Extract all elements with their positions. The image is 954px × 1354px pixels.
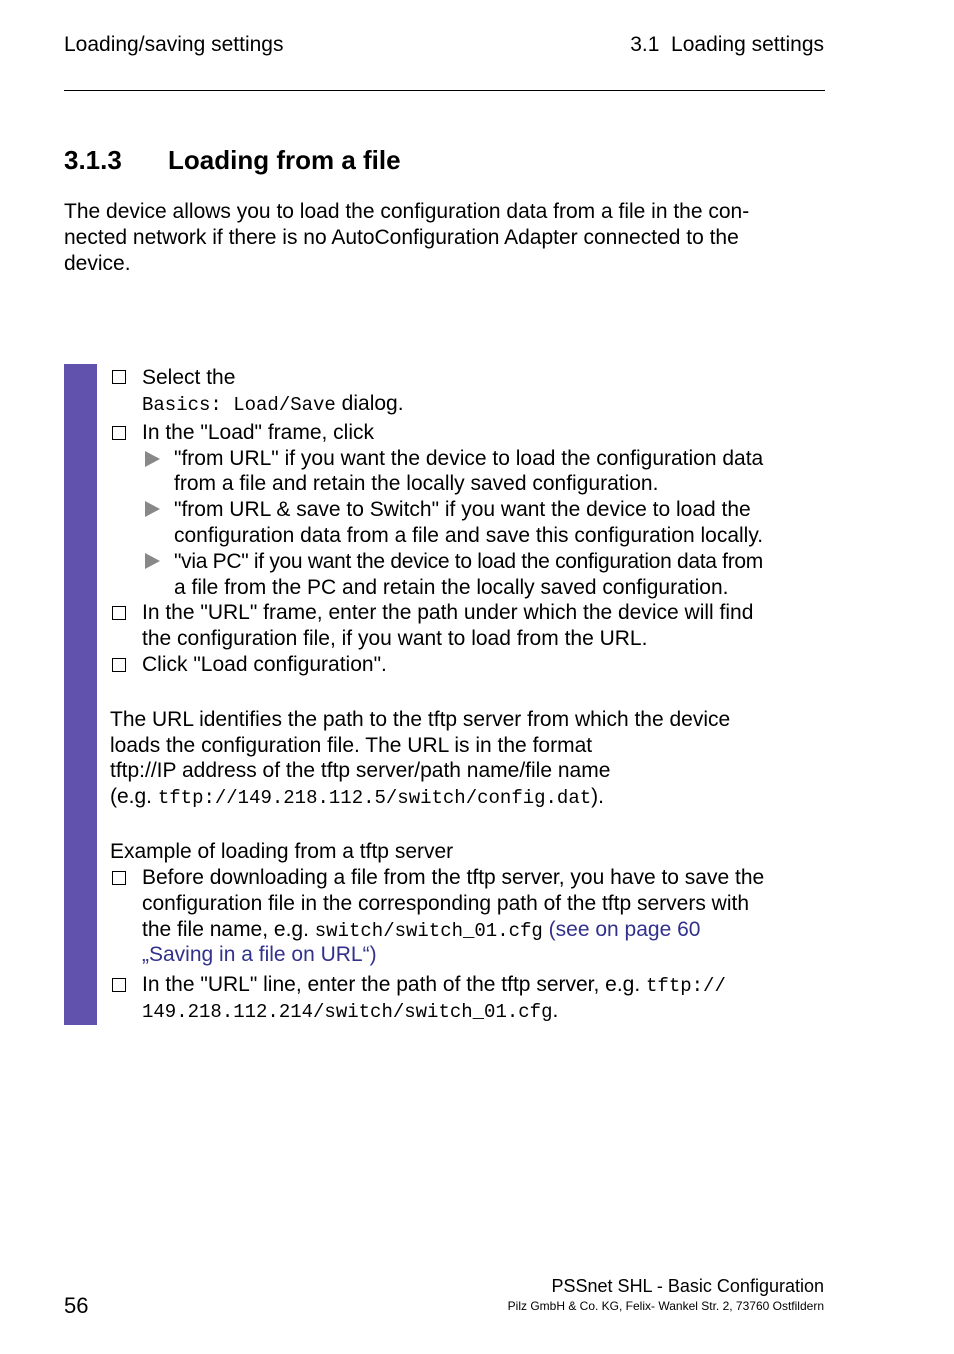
checkbox-icon bbox=[112, 658, 126, 672]
checkbox-icon bbox=[112, 370, 126, 384]
option-via-pc: a file from the PC and retain the locally saved configuration. bbox=[174, 576, 729, 599]
url-info-line: tftp://IP address of the tftp server/path name/file name bbox=[110, 759, 611, 782]
step-load-frame: In the "Load" frame, click bbox=[142, 421, 375, 444]
step-load-configuration: Click "Load configuration". bbox=[142, 653, 387, 676]
footer-address: Pilz GmbH & Co. KG, Felix- Wankel Str. 2, 73760 Ostfildern bbox=[507, 1299, 824, 1313]
option-via-pc: "via PC" if you want the device to load the configuration data from bbox=[174, 550, 763, 573]
option-from-url-save: "from URL & save to Switch" if you want the device to load the bbox=[174, 498, 751, 521]
example-step-url-line: 149.218.112.214/switch/switch_01.cfg. bbox=[142, 999, 559, 1023]
example-step-save-file: configuration file in the corresponding path of the tftp servers with bbox=[142, 892, 750, 915]
section-number: 3.1.3 bbox=[64, 145, 122, 175]
example-heading: Example of loading from a tftp server bbox=[110, 840, 454, 863]
intro-line: The device allows you to load the configuration data from a file in the con- bbox=[64, 200, 750, 223]
option-from-url: "from URL" if you want the device to load the configuration data bbox=[174, 447, 764, 470]
step-select-dialog: Select the bbox=[142, 366, 236, 389]
url-info-line: loads the configuration file. The URL is in the format bbox=[110, 734, 593, 757]
intro-line: device. bbox=[64, 252, 131, 275]
header-chapter: Loading/saving settings bbox=[64, 33, 284, 56]
cross-reference-link[interactable]: (see on page 60 bbox=[542, 918, 701, 941]
header-divider bbox=[64, 90, 825, 91]
url-info-line: The URL identifies the path to the tftp server from which the device bbox=[110, 708, 731, 731]
cross-reference-link[interactable]: „Saving in a file on URL“) bbox=[142, 943, 377, 966]
header-section: 3.1 Loading settings bbox=[630, 33, 824, 56]
intro-paragraph bbox=[64, 199, 824, 277]
step-select-dialog-path: Basics: Load/Save dialog. bbox=[142, 392, 404, 416]
step-url-frame: the configuration file, if you want to load from the URL. bbox=[142, 627, 648, 650]
section-heading bbox=[64, 145, 401, 176]
checkbox-icon bbox=[112, 426, 126, 440]
dialog-path-code: Basics: Load/Save bbox=[142, 394, 336, 416]
intro-line: nected network if there is no AutoConfiguration Adapter connected to the bbox=[64, 226, 739, 249]
example-step-url-line: In the "URL" line, enter the path of the tftp server, e.g. tftp:// bbox=[142, 973, 726, 997]
checkbox-icon bbox=[112, 978, 126, 992]
file-name-code: switch/switch_01.cfg bbox=[314, 920, 543, 942]
url-example-code: tftp://149.218.112.5/switch/config.dat bbox=[157, 787, 592, 809]
checkbox-icon bbox=[112, 606, 126, 620]
option-from-url: from a file and retain the locally saved configuration. bbox=[174, 472, 659, 495]
example-step-save-file: Before downloading a file from the tftp server, you have to save the bbox=[142, 866, 765, 889]
example-step-save-file: the file name, e.g. switch/switch_01.cfg (see on page 60 bbox=[142, 918, 701, 942]
tftp-url-code: tftp:// bbox=[646, 975, 726, 997]
section-title-text: Loading from a file bbox=[168, 145, 401, 175]
triangle-bullet-icon bbox=[145, 501, 160, 517]
page-number: 56 bbox=[64, 1293, 89, 1318]
footer-document-title: PSSnet SHL - Basic Configuration bbox=[551, 1276, 824, 1296]
checkbox-icon bbox=[112, 871, 126, 885]
triangle-bullet-icon bbox=[145, 451, 160, 467]
instruction-sidebar-bar bbox=[64, 364, 97, 1025]
triangle-bullet-icon bbox=[145, 553, 160, 569]
url-info-example: (e.g. tftp://149.218.112.5/switch/config.dat). bbox=[110, 785, 604, 809]
tftp-url-code: 149.218.112.214/switch/switch_01.cfg bbox=[142, 1001, 553, 1023]
option-from-url-save: configuration data from a file and save this configuration locally. bbox=[174, 524, 764, 547]
step-url-frame: In the "URL" frame, enter the path under which the device will find bbox=[142, 601, 754, 624]
